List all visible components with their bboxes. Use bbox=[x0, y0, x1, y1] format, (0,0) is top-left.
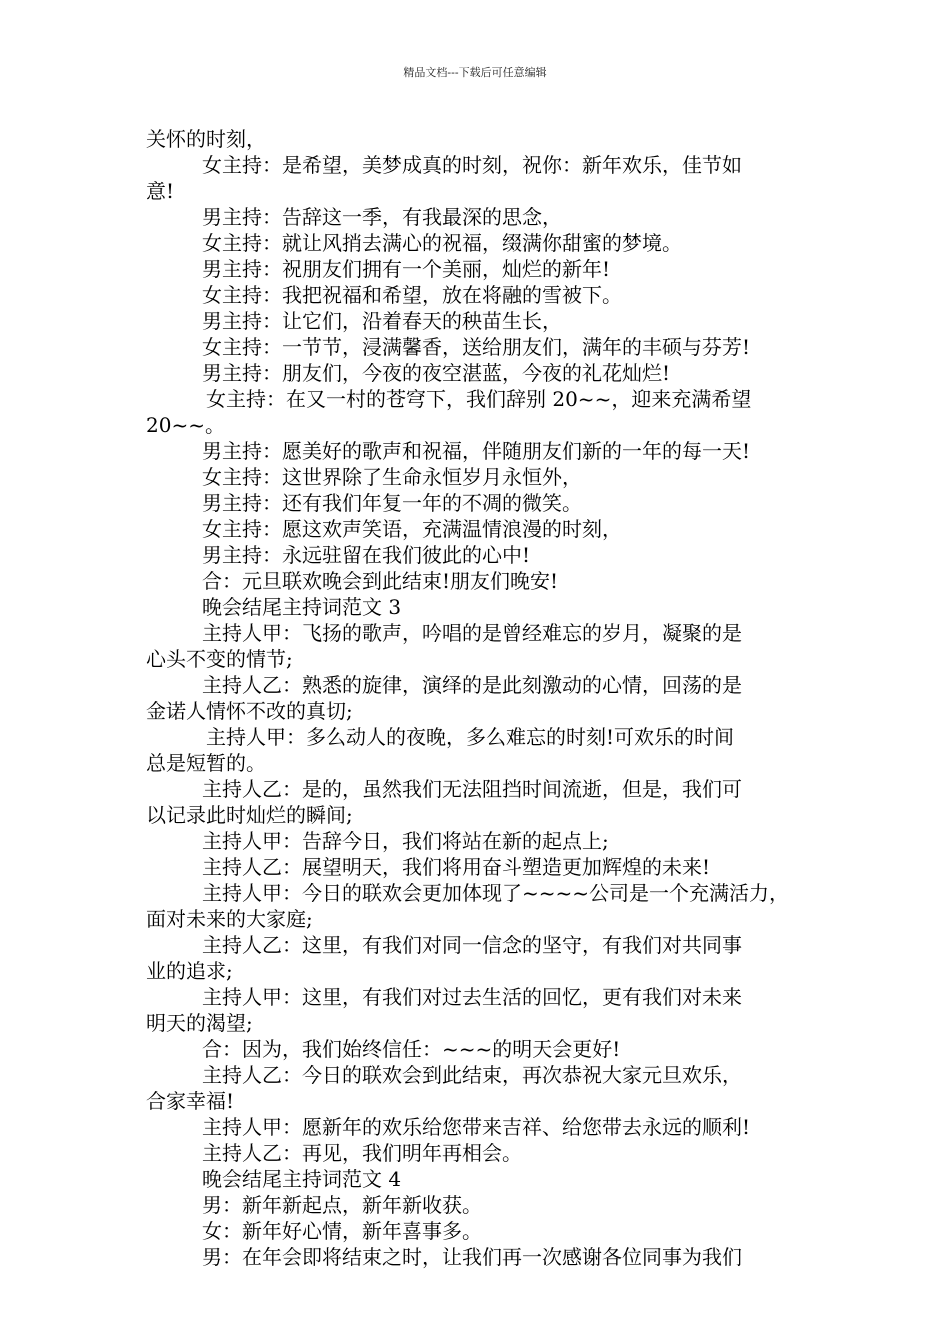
text-line: 女：新年好心情，新年喜事多。 bbox=[202, 1219, 482, 1243]
text-line: 合家幸福! bbox=[146, 1089, 235, 1113]
document-body bbox=[146, 126, 816, 1270]
text-line: 意! bbox=[146, 179, 175, 203]
text-line: 总是短暂的。 bbox=[146, 751, 266, 775]
text-line: 主持人乙：是的，虽然我们无法阻挡时间流逝，但是，我们可 bbox=[202, 777, 742, 801]
text-line: 主持人乙：今日的联欢会到此结束，再次恭祝大家元旦欢乐， bbox=[202, 1063, 742, 1087]
text-line: 女主持：一节节，浸满馨香，送给朋友们，满年的丰硕与芬芳! bbox=[202, 335, 751, 359]
text-line: 以记录此时灿烂的瞬间; bbox=[146, 803, 353, 827]
text-line: 业的追求; bbox=[146, 959, 233, 983]
text-line: 女主持：我把祝福和希望，放在将融的雪被下。 bbox=[202, 283, 622, 307]
text-line: 男主持：还有我们年复一年的不凋的微笑。 bbox=[202, 491, 582, 515]
text-line: 合：元旦联欢晚会到此结束!朋友们晚安! bbox=[202, 569, 559, 593]
text-line: 主持人乙：再见，我们明年再相会。 bbox=[202, 1141, 522, 1165]
text-line: 主持人乙：这里，有我们对同一信念的坚守，有我们对共同事 bbox=[202, 933, 742, 957]
text-line: 女主持：是希望，美梦成真的时刻，祝你：新年欢乐，佳节如 bbox=[202, 153, 742, 177]
text-line: 20~~。 bbox=[146, 413, 225, 437]
text-line: 金诺人情怀不改的真切; bbox=[146, 699, 353, 723]
text-line: 关怀的时刻， bbox=[146, 127, 266, 151]
text-line: 晚会结尾主持词范文 3 bbox=[202, 595, 402, 619]
text-line: 主持人甲：多么动人的夜晚，多么难忘的时刻!可欢乐的时间 bbox=[206, 725, 735, 749]
text-line: 男主持：告辞这一季，有我最深的思念， bbox=[202, 205, 562, 229]
text-line: 心头不变的情节; bbox=[146, 647, 293, 671]
text-line: 女主持：就让风捎去满心的祝福，缀满你甜蜜的梦境。 bbox=[202, 231, 682, 255]
text-line: 男主持：让它们，沿着春天的秧苗生长， bbox=[202, 309, 562, 333]
text-line: 明天的渴望; bbox=[146, 1011, 253, 1035]
text-line: 女主持：这世界除了生命永恒岁月永恒外， bbox=[202, 465, 582, 489]
text-line: 合：因为，我们始终信任：~~~的明天会更好! bbox=[202, 1037, 621, 1061]
text-line: 男主持：愿美好的歌声和祝福，伴随朋友们新的一年的每一天! bbox=[202, 439, 751, 463]
text-line: 主持人甲：这里，有我们对过去生活的回忆，更有我们对未来 bbox=[202, 985, 742, 1009]
text-line: 男：在年会即将结束之时，让我们再一次感谢各位同事为我们 bbox=[202, 1245, 742, 1269]
text-line: 面对未来的大家庭; bbox=[146, 907, 313, 931]
text-line: 女主持：在又一村的苍穹下，我们辞别 20~~，迎来充满希望 bbox=[206, 387, 752, 411]
text-line: 晚会结尾主持词范文 4 bbox=[202, 1167, 402, 1191]
text-line: 主持人乙：展望明天，我们将用奋斗塑造更加辉煌的未来! bbox=[202, 855, 711, 879]
text-line: 主持人甲：今日的联欢会更加体现了~~~~公司是一个充满活力， bbox=[202, 881, 790, 905]
text-line: 女主持：愿这欢声笑语，充满温情浪漫的时刻， bbox=[202, 517, 622, 541]
text-line: 男主持：祝朋友们拥有一个美丽，灿烂的新年! bbox=[202, 257, 611, 281]
text-line: 主持人甲：愿新年的欢乐给您带来吉祥、给您带去永远的顺利! bbox=[202, 1115, 751, 1139]
text-line: 男主持：朋友们，今夜的夜空湛蓝，今夜的礼花灿烂! bbox=[202, 361, 671, 385]
text-line: 主持人乙：熟悉的旋律，演绎的是此刻激动的心情，回荡的是 bbox=[202, 673, 742, 697]
text-line: 主持人甲：飞扬的歌声，吟唱的是曾经难忘的岁月，凝聚的是 bbox=[202, 621, 742, 645]
text-line: 主持人甲：告辞今日，我们将站在新的起点上; bbox=[202, 829, 609, 853]
text-line: 男主持：永远驻留在我们彼此的心中! bbox=[202, 543, 531, 567]
text-line: 男：新年新起点，新年新收获。 bbox=[202, 1193, 482, 1217]
page-header: 精品文档---下载后可任意编辑 bbox=[403, 66, 547, 79]
